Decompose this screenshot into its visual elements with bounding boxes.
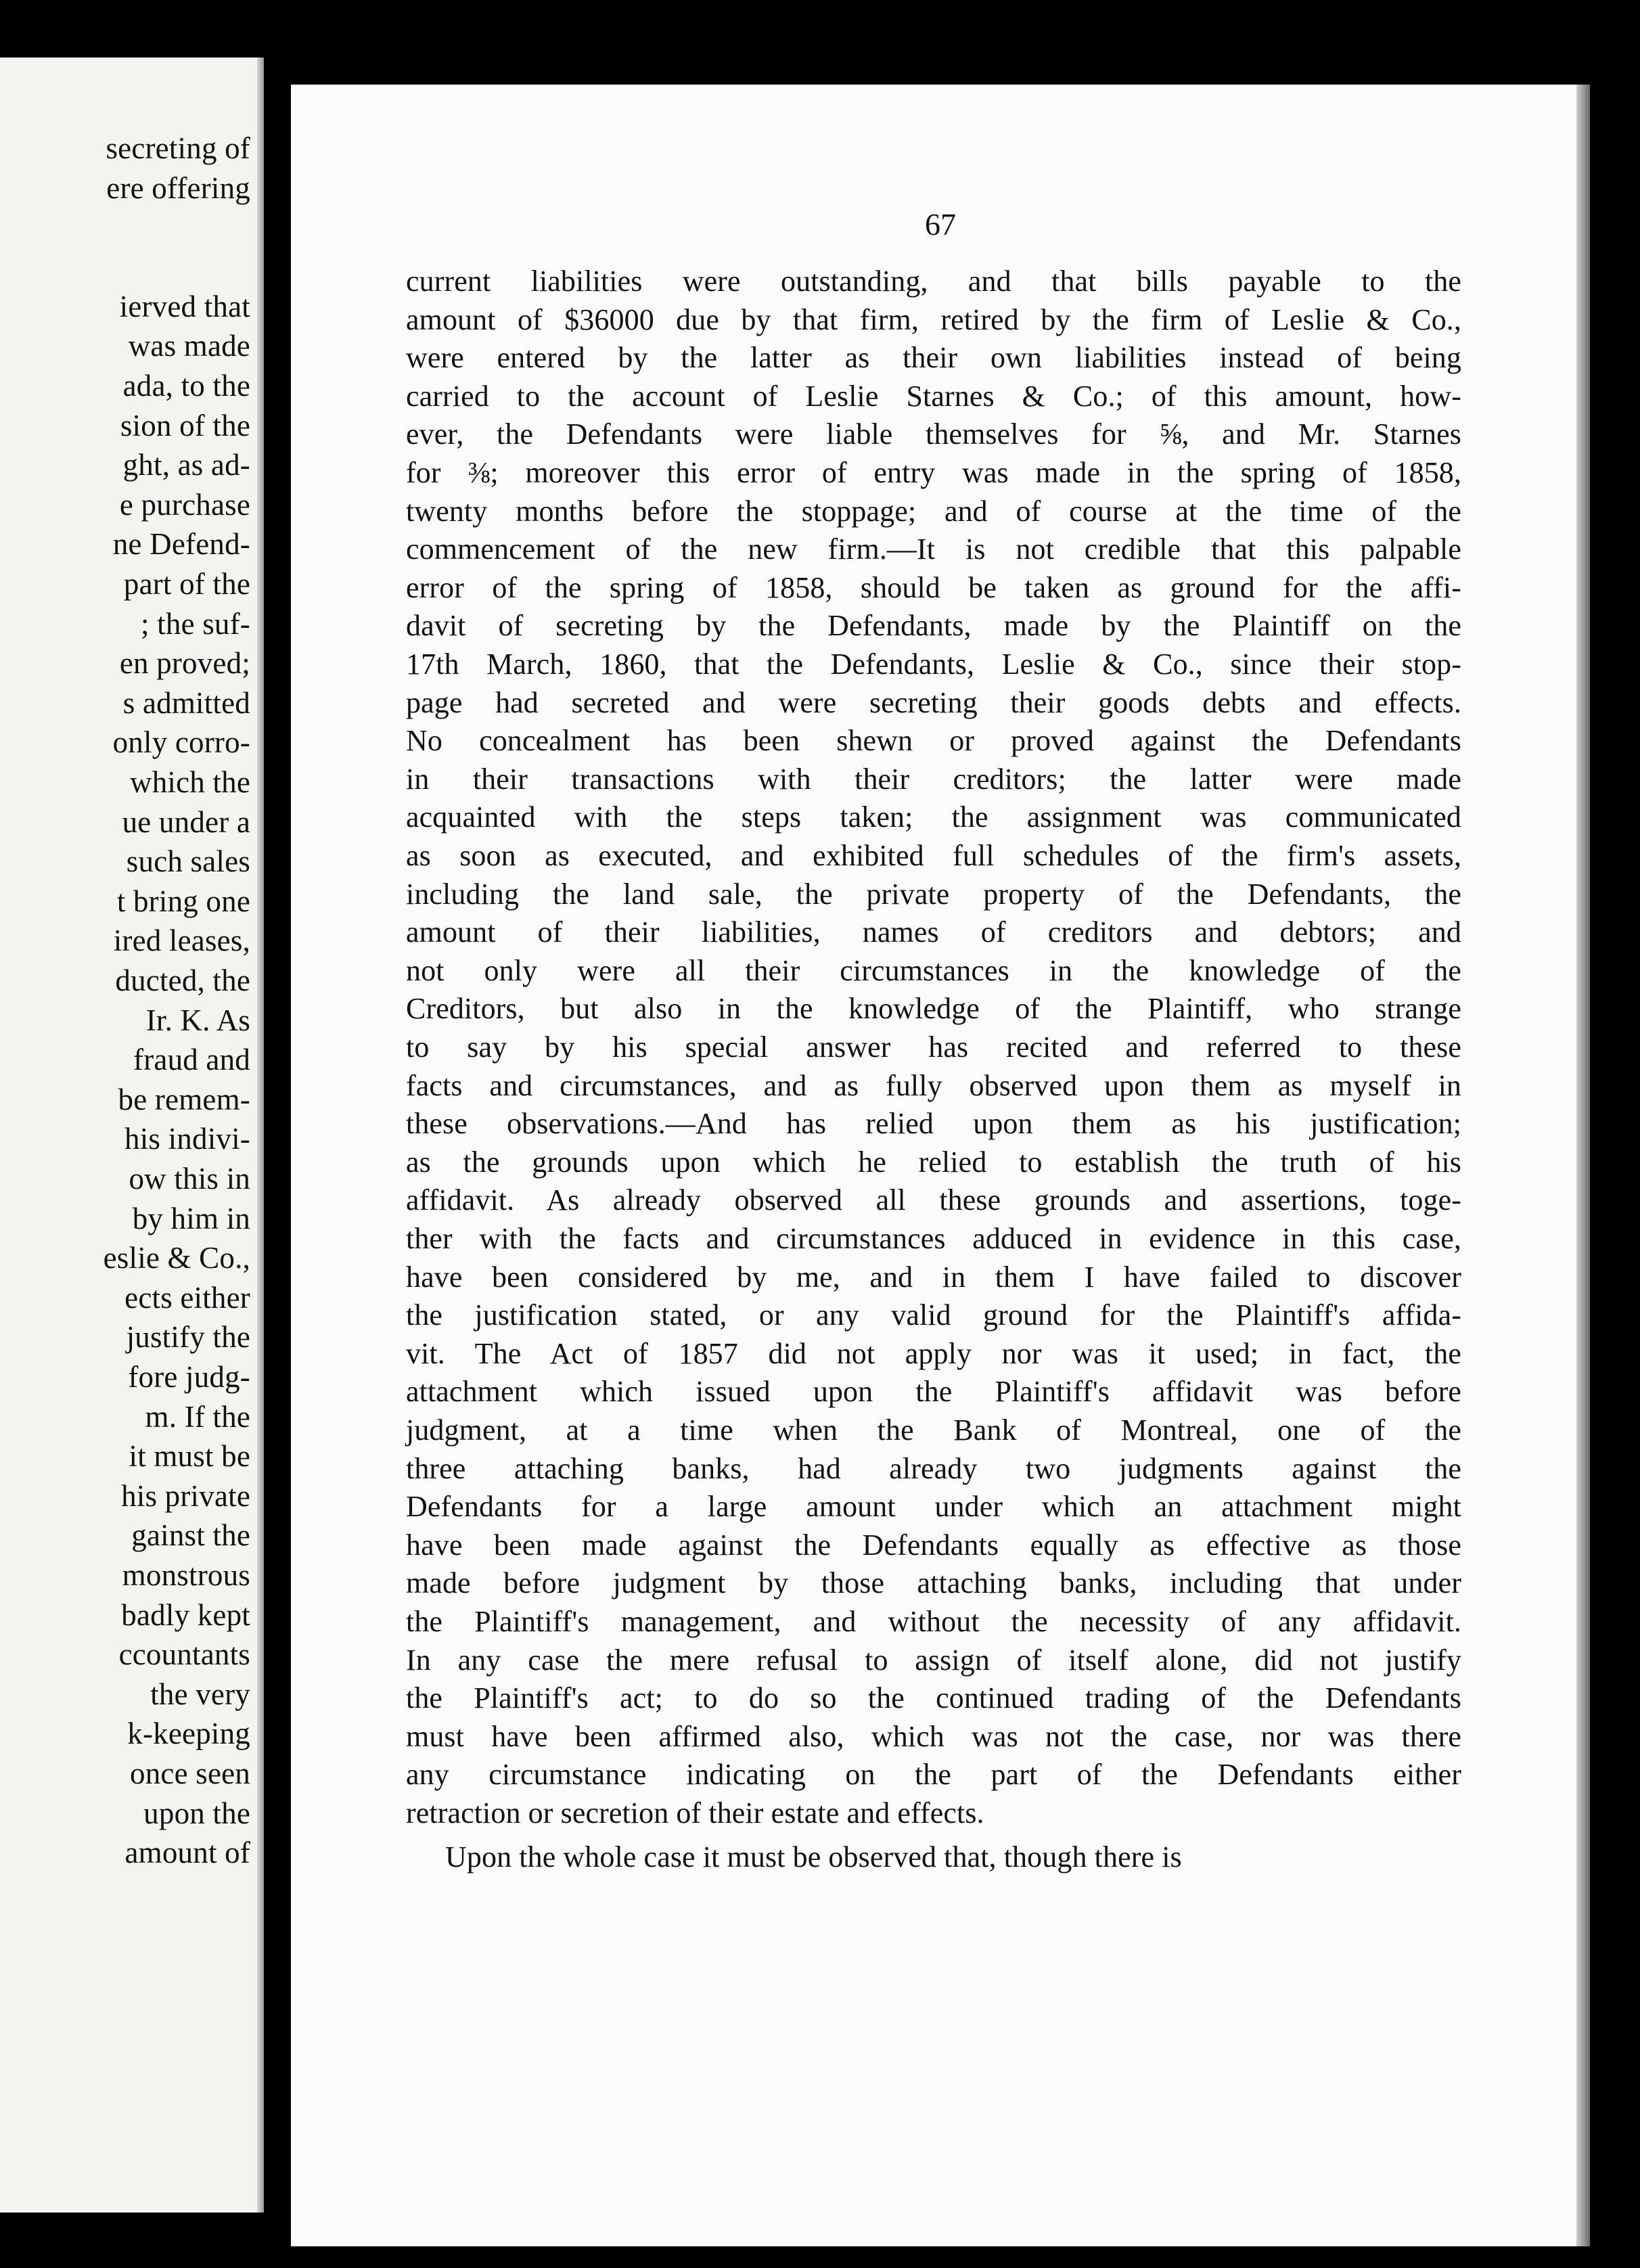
left-page-line: only corro-: [112, 725, 250, 760]
left-page-fragment: [0, 58, 264, 2213]
body-line: to say by his special answer has recited and referred to these: [406, 1030, 1461, 1064]
left-page-line: upon the: [143, 1796, 250, 1830]
body-line: in their transactions with their creditors; the latter were made: [406, 762, 1461, 796]
left-page-line: amount of: [124, 1836, 250, 1870]
left-page-line: such sales: [126, 844, 250, 879]
left-page-line: ow this in: [129, 1162, 250, 1196]
left-page-line: his private: [121, 1478, 250, 1513]
body-line: retraction or secretion of their estate and effects.: [406, 1796, 984, 1830]
left-page-line: k-keeping: [127, 1717, 250, 1751]
left-page-line: fore judg-: [128, 1360, 250, 1394]
left-page-line: the very: [150, 1677, 250, 1711]
left-page-line: e purchase: [119, 487, 250, 522]
left-page-line: fraud and: [133, 1043, 250, 1077]
body-line: amount of their liabilities, names of creditors and debtors; and: [406, 915, 1461, 949]
body-line: ever, the Defendants were liable themselves for ⅝, and Mr. Starnes: [406, 417, 1461, 451]
left-page-line: s admitted: [122, 685, 250, 720]
left-page-line: ducted, the: [115, 963, 250, 997]
body-line: the Plaintiff's act; to do so the continued trading of the Defendants: [406, 1681, 1461, 1715]
left-page-line: part of the: [123, 567, 250, 601]
body-line: No concealment has been shewn or proved against the Defendants: [406, 724, 1461, 758]
left-page-line: once seen: [130, 1756, 250, 1790]
body-line: Creditors, but also in the knowledge of the Plaintiff, who strange: [406, 992, 1461, 1026]
body-line: vit. The Act of 1857 did not apply nor was it used; in fact, the: [406, 1336, 1461, 1370]
body-line: amount of $36000 due by that firm, retired by the firm of Leslie & Co.,: [406, 302, 1461, 336]
body-line: 17th March, 1860, that the Defendants, Leslie & Co., since their stop-: [406, 648, 1461, 681]
body-line: twenty months before the stoppage; and of course at the time of the: [406, 494, 1461, 528]
body-line: including the land sale, the private property of the Defendants, the: [406, 877, 1461, 911]
right-page: [291, 85, 1590, 2246]
left-page-line: ada, to the: [122, 369, 250, 403]
body-line: the Plaintiff's management, and without the necessity of any affidavit.: [406, 1605, 1461, 1638]
body-line: judgment, at a time when the Bank of Montreal, one of the: [406, 1413, 1461, 1447]
left-page-line: monstrous: [122, 1558, 250, 1592]
left-page-line: his indivi-: [124, 1122, 250, 1156]
body-line: as soon as executed, and exhibited full schedules of the firm's assets,: [406, 839, 1461, 872]
left-page-line: en proved;: [119, 646, 250, 681]
left-page-line: be remem-: [118, 1082, 250, 1116]
body-line: error of the spring of 1858, should be taken as ground for the affi-: [406, 570, 1461, 604]
body-line: current liabilities were outstanding, and that bills payable to the: [406, 265, 1461, 298]
left-page-line: ght, as ad-: [122, 448, 250, 482]
body-line: the justification stated, or any valid ground for the Plaintiff's affida-: [406, 1298, 1461, 1332]
body-line: must have been affirmed also, which was not the case, nor was there: [406, 1719, 1461, 1753]
body-line: acquainted with the steps taken; the assignment was communicated: [406, 800, 1461, 834]
body-line: In any case the mere refusal to assign of itself alone, did not justify: [406, 1643, 1461, 1677]
body-line: have been made against the Defendants equally as effective as those: [406, 1528, 1461, 1562]
body-line: made before judgment by those attaching banks, including that under: [406, 1566, 1461, 1600]
body-line: facts and circumstances, and as fully observed upon them as myself in: [406, 1068, 1461, 1102]
body-line: for ⅜; moreover this error of entry was made in the spring of 1858,: [406, 456, 1461, 489]
left-page-line: by him in: [132, 1201, 250, 1235]
left-page-line: ue under a: [122, 804, 250, 839]
left-page-line: badly kept: [121, 1597, 250, 1632]
body-line: any circumstance indicating on the part of the Defendants either: [406, 1758, 1461, 1792]
left-page-line: ects either: [124, 1280, 250, 1315]
left-page-line: ne Defend-: [112, 527, 250, 562]
left-page-line: sion of the: [120, 408, 250, 443]
left-page-gutter: [257, 58, 264, 2213]
body-line: Upon the whole case it must be observed that, though there is: [445, 1840, 1182, 1874]
left-page-line: it must be: [129, 1439, 250, 1474]
left-page-line: eslie & Co.,: [103, 1241, 250, 1275]
body-line: as the grounds upon which he relied to establish the truth of his: [406, 1145, 1461, 1179]
left-page-line: Ir. K. As: [145, 1003, 250, 1037]
body-line: not only were all their circumstances in the knowledge of the: [406, 953, 1461, 987]
body-line: ther with the facts and circumstances adduced in evidence in this case,: [406, 1222, 1461, 1255]
body-line: have been considered by me, and in them I have failed to discover: [406, 1260, 1461, 1294]
left-page-line: ierved that: [119, 289, 250, 323]
left-page-line: gainst the: [131, 1518, 250, 1553]
body-line: these observations.—And has relied upon them as his justification;: [406, 1107, 1461, 1141]
left-page-line: ; the suf-: [141, 606, 250, 641]
body-line: affidavit. As already observed all these grounds and assertions, toge-: [406, 1183, 1461, 1217]
left-page-line: ere offering: [106, 171, 250, 205]
body-line: davit of secreting by the Defendants, made by the Plaintiff on the: [406, 609, 1461, 643]
body-line: page had secreted and were secreting their goods debts and effects.: [406, 685, 1461, 719]
body-line: Defendants for a large amount under which an attachment might: [406, 1490, 1461, 1524]
left-page-line: was made: [128, 329, 250, 363]
left-page-line: secreting of: [106, 131, 250, 165]
left-page-line: which the: [130, 765, 250, 799]
body-line: carried to the account of Leslie Starnes & Co.; of this amount, how-: [406, 379, 1461, 413]
page-number: 67: [925, 207, 956, 242]
right-page-edge: [1576, 85, 1590, 2246]
left-page-line: ired leases,: [113, 924, 250, 958]
left-page-line: ccountants: [118, 1637, 250, 1672]
body-line: were entered by the latter as their own liabilities instead of being: [406, 341, 1461, 375]
body-line: commencement of the new firm.—It is not credible that this palpable: [406, 532, 1461, 566]
body-line: attachment which issued upon the Plaintiff's affidavit was before: [406, 1375, 1461, 1409]
body-line: three attaching banks, had already two judgments against the: [406, 1451, 1461, 1485]
left-page-line: justify the: [126, 1320, 250, 1355]
left-page-line: t bring one: [116, 884, 250, 918]
left-page-line: m. If the: [145, 1399, 250, 1434]
